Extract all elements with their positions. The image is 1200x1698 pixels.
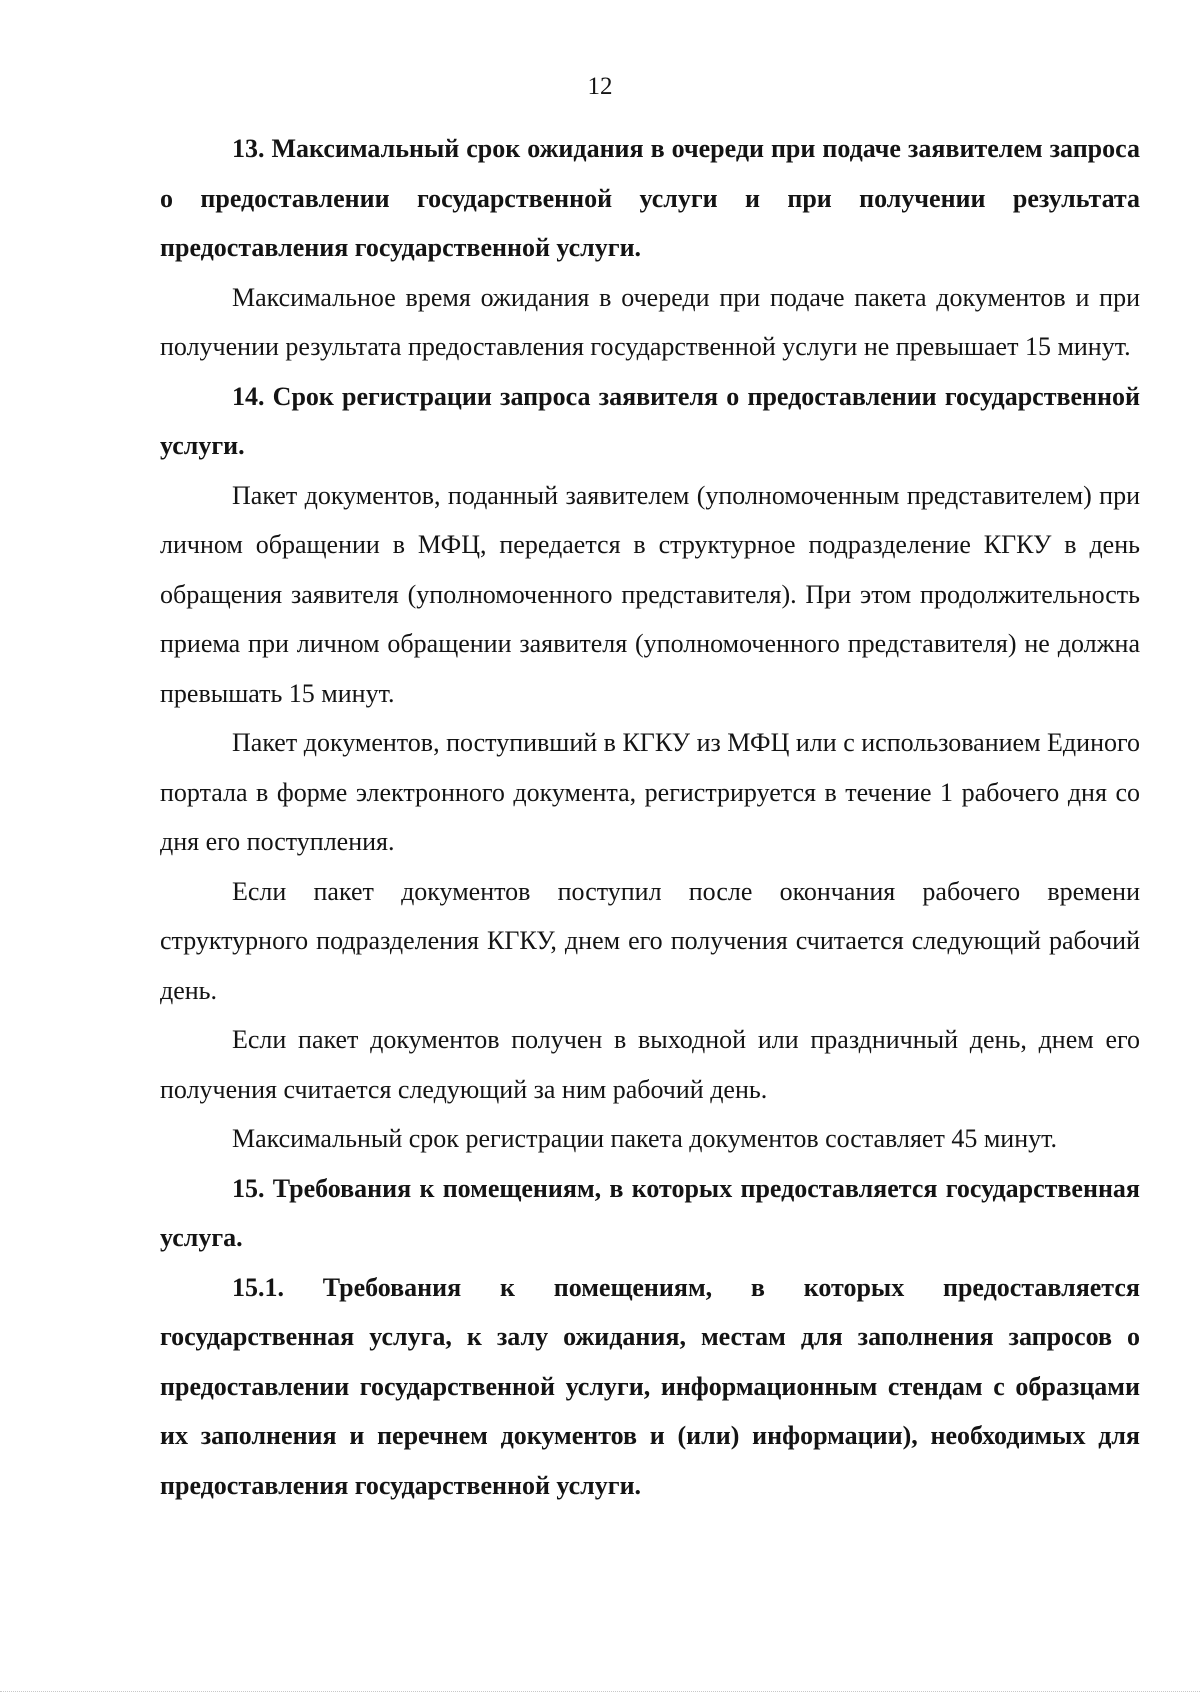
paragraph-holiday: Если пакет документов получен в выходной или праздничный день, днем его получения считается следующий за ним рабочий день. bbox=[160, 1025, 1140, 1104]
paragraph-registration-term: Пакет документов, поступивший в КГКУ из МФЦ или с использованием Единого портала в форме электронного документа, регистрируется в течение 1 рабочего дня со дня его поступления. bbox=[160, 728, 1140, 856]
section-15-1-heading: 15.1. Требования к помещениям, в которых предоставляется государственная услуга, к залу ожидания, местам для заполнения запросов о предоставлении государственной услуги, информационным стендам с образцами их заполнения и перечнем документов и (или) информации), необходимых для предоставления государственной услуги. bbox=[160, 1272, 1140, 1500]
paragraph-package-transfer: Пакет документов, поданный заявителем (уполномоченным представителем) при личном обращении в МФЦ, передается в структурное подразделение КГКУ в день обращения заявителя (уполномоченного представителя). При этом продолжительность приема при личном обращении заявителя (уполномоченного представителя) не должна превышать 15 минут. bbox=[160, 480, 1140, 708]
section-15-heading: 15. Требования к помещениям, в которых предоставляется государственная услуга. bbox=[160, 1173, 1140, 1252]
page-number: 12 bbox=[587, 73, 613, 100]
document-body bbox=[160, 124, 1140, 1510]
paragraph-max-wait-time: Максимальное время ожидания в очереди при подаче пакета документов и при получении результата предоставления государственной услуги не превышает 15 минут. bbox=[160, 282, 1140, 361]
scan-edge-line bbox=[0, 1691, 1200, 1692]
paragraph-max-registration: Максимальный срок регистрации пакета документов составляет 45 минут. bbox=[232, 1124, 1058, 1153]
section-14-heading: 14. Срок регистрации запроса заявителя о предоставлении государственной услуги. bbox=[160, 381, 1140, 460]
section-13-heading: 13. Максимальный срок ожидания в очереди при подаче заявителем запроса о предоставлении государственной услуги и при получении результата предоставления государственной услуги. bbox=[160, 134, 1140, 262]
paragraph-after-hours: Если пакет документов поступил после окончания рабочего времени структурного подразделения КГКУ, днем его получения считается следующий рабочий день. bbox=[160, 876, 1140, 1005]
